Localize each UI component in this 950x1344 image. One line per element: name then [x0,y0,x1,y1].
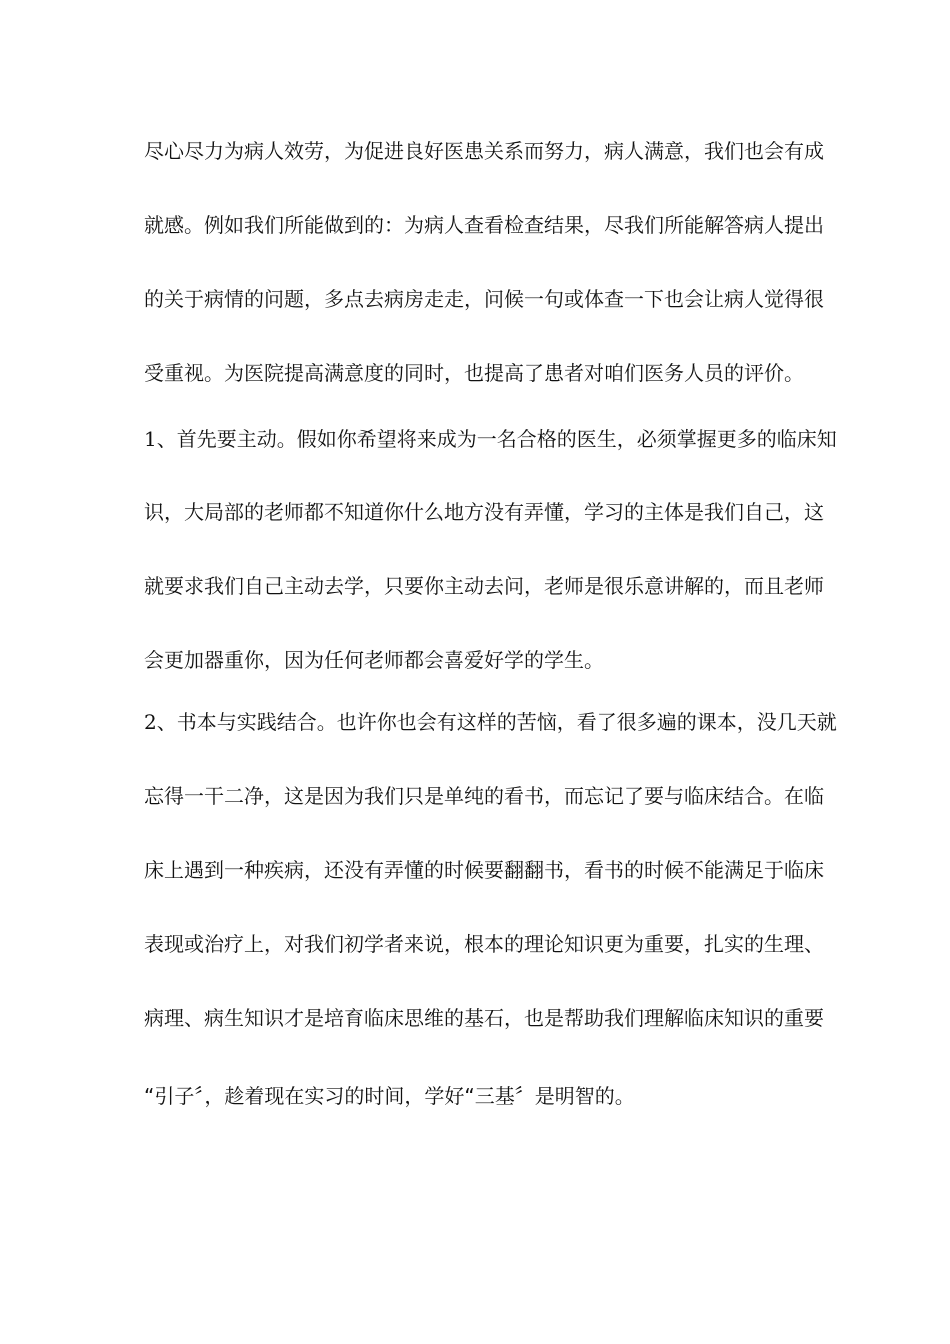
text-line: 就要求我们自己主动去学，只要你主动去问，老师是很乐意讲解的，而且老师 [144,574,824,598]
item-number: 2 [144,710,157,734]
text-line: 会更加器重你，因为任何老师都会喜爱好学的学生。 [144,648,604,672]
text-line: 表现或治疗上，对我们初学者来说，根本的理论知识更为重要，扎实的生理、 [144,932,824,956]
text-line: “引子〞，趁着现在实习的时间，学好“三基〞是明智的。 [144,1084,635,1108]
text-line: 病理、病生知识才是培育临床思维的基石，也是帮助我们理解临床知识的重要 [144,1006,824,1030]
text-line: 忘得一干二净，这是因为我们只是单纯的看书，而忘记了要与临床结合。在临 [144,784,824,808]
text-line: 尽心尽力为病人效劳，为促进良好医患关系而努力，病人满意，我们也会有成 [144,139,824,163]
text-line: 受重视。为医院提高满意度的同时，也提高了患者对咱们医务人员的评价。 [144,361,804,385]
text-line: 、首先要主动。假如你希望将来成为一名合格的医生，必须掌握更多的临床知 [156,427,837,451]
text-line: 的关于病情的问题，多点去病房走走，问候一句或体查一下也会让病人觉得很 [144,287,824,311]
text-line: 床上遇到一种疾病，还没有弄懂的时候要翻翻书，看书的时候不能满足于临床 [144,858,824,882]
numbered-item-first-line [144,708,837,736]
numbered-item-first-line [144,425,837,453]
text-line: 就感。例如我们所能做到的：为病人查看检查结果，尽我们所能解答病人提出 [144,213,824,237]
item-number: 1 [144,427,157,451]
text-line: 、书本与实践结合。也许你也会有这样的苦恼，看了很多遍的课本，没几天就 [156,710,837,734]
text-line: 识，大局部的老师都不知道你什么地方没有弄懂，学习的主体是我们自己，这 [144,500,824,524]
